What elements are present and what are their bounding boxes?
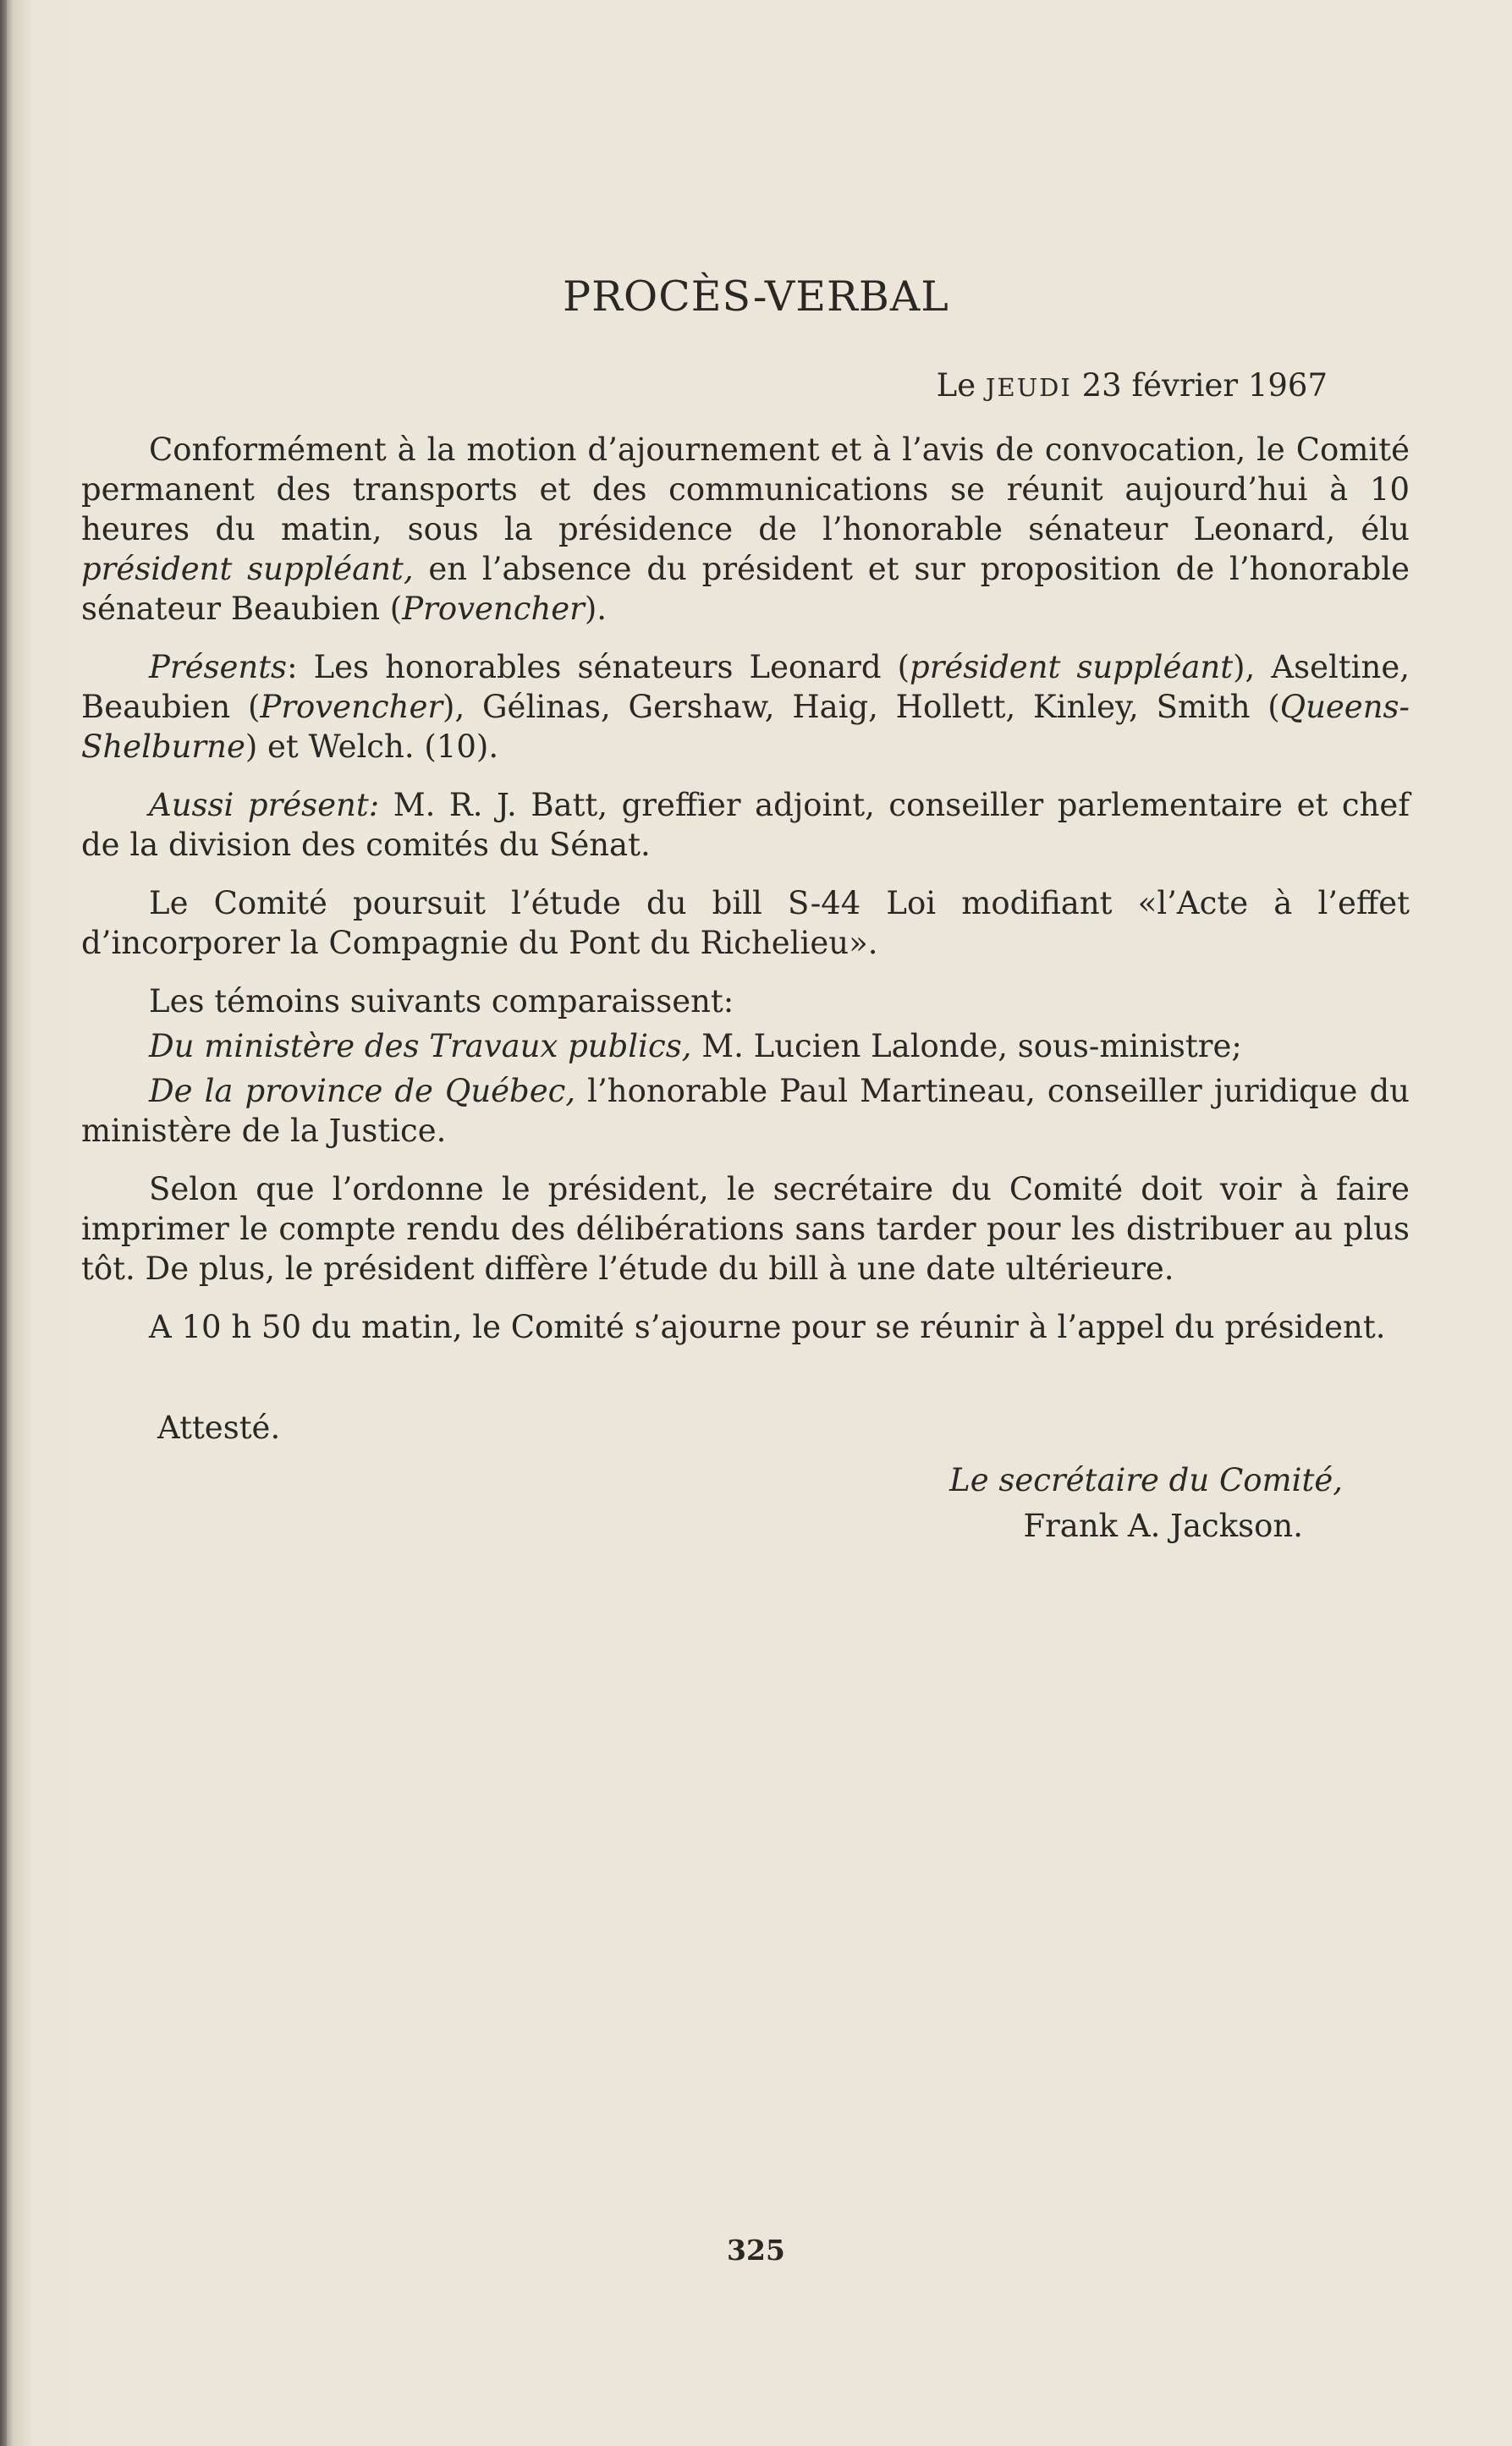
text-run: A 10 h 50 du matin, le Comité s’ajourne pour se réunir à l’appel du président. bbox=[149, 1309, 1386, 1345]
text-run: ). bbox=[584, 591, 608, 627]
paragraph-witness-quebec bbox=[81, 1071, 1410, 1151]
attest-line: Attesté. bbox=[157, 1410, 281, 1446]
text-run: M. Lucien Lalonde, sous-ministre; bbox=[691, 1028, 1242, 1064]
italic-run: Présents bbox=[149, 649, 288, 685]
minutes-body bbox=[81, 430, 1410, 1366]
italic-run: Queens-Shelburne bbox=[81, 689, 1410, 765]
paragraph-witnesses bbox=[81, 981, 1410, 1021]
text-run: Les témoins suivants comparaissent: bbox=[149, 983, 734, 1020]
paragraph-printing-order bbox=[81, 1169, 1410, 1289]
page-title: PROCÈS-VERBAL bbox=[563, 272, 949, 321]
italic-run: De la province de Québec, bbox=[149, 1073, 576, 1109]
text-run: Selon que l’ordonne le président, le secrétaire du Comité doit voir à faire imprimer le compte rendu des délibérations sans tarder pour les distribuer au plus tôt. De plus, le président diffère l’étude du bill à une date ultérieure. bbox=[81, 1171, 1410, 1287]
signature-role: Le secrétaire du Comité, bbox=[949, 1462, 1343, 1498]
text-run: ), Aseltine, Beaubien ( bbox=[81, 649, 1410, 725]
paragraph-also-present bbox=[81, 785, 1410, 865]
italic-run: président suppléant bbox=[910, 649, 1234, 685]
text-run: Le Comité poursuit l’étude du bill S-44 Loi modifiant «l’Acte à l’effet d’incorporer la Compagnie du Pont du Richelieu». bbox=[81, 885, 1410, 961]
italic-run: Provencher bbox=[260, 689, 443, 725]
paragraph-witness-public-works bbox=[81, 1026, 1410, 1066]
book-gutter bbox=[0, 0, 7, 2446]
date-day: JEUDI bbox=[985, 373, 1072, 402]
text-run: l’honorable Paul Martineau, conseiller juridique du ministère de la Justice. bbox=[81, 1073, 1410, 1149]
text-run: Conformément à la motion d’ajournement et à l’avis de convocation, le Comité permanent des transports et des communications se réunit aujourd’hui à 10 heures du matin, sous la présidence de l’honorable sénateur Leonard, élu bbox=[81, 431, 1410, 547]
italic-run: Provencher bbox=[402, 591, 585, 627]
text-run: : Les honorables sénateurs Leonard ( bbox=[287, 649, 910, 685]
paragraph-convocation bbox=[81, 430, 1410, 629]
italic-run: président suppléant, bbox=[81, 551, 414, 587]
date-rest: 23 février 1967 bbox=[1081, 367, 1328, 404]
page-number: 325 bbox=[727, 2234, 785, 2267]
meeting-date bbox=[937, 367, 1328, 404]
italic-run: Aussi présent: bbox=[149, 787, 380, 823]
date-prefix: Le bbox=[936, 367, 976, 404]
text-run: M. R. J. Batt, greffier adjoint, conseiller parlementaire et chef de la division des comités du Sénat. bbox=[81, 787, 1410, 863]
paragraph-bill-study bbox=[81, 883, 1410, 963]
text-run: en l’absence du président et sur proposition de l’honorable sénateur Beaubien ( bbox=[81, 551, 1410, 627]
paragraph-adjournment bbox=[81, 1307, 1410, 1347]
text-run: ) et Welch. (10). bbox=[245, 728, 499, 765]
italic-run: Du ministère des Travaux publics, bbox=[149, 1028, 692, 1064]
text-run: ), Gélinas, Gershaw, Haig, Hollett, Kinley, Smith ( bbox=[443, 689, 1280, 725]
paragraph-presents bbox=[81, 647, 1410, 767]
signature-name: Frank A. Jackson. bbox=[1023, 1508, 1303, 1544]
